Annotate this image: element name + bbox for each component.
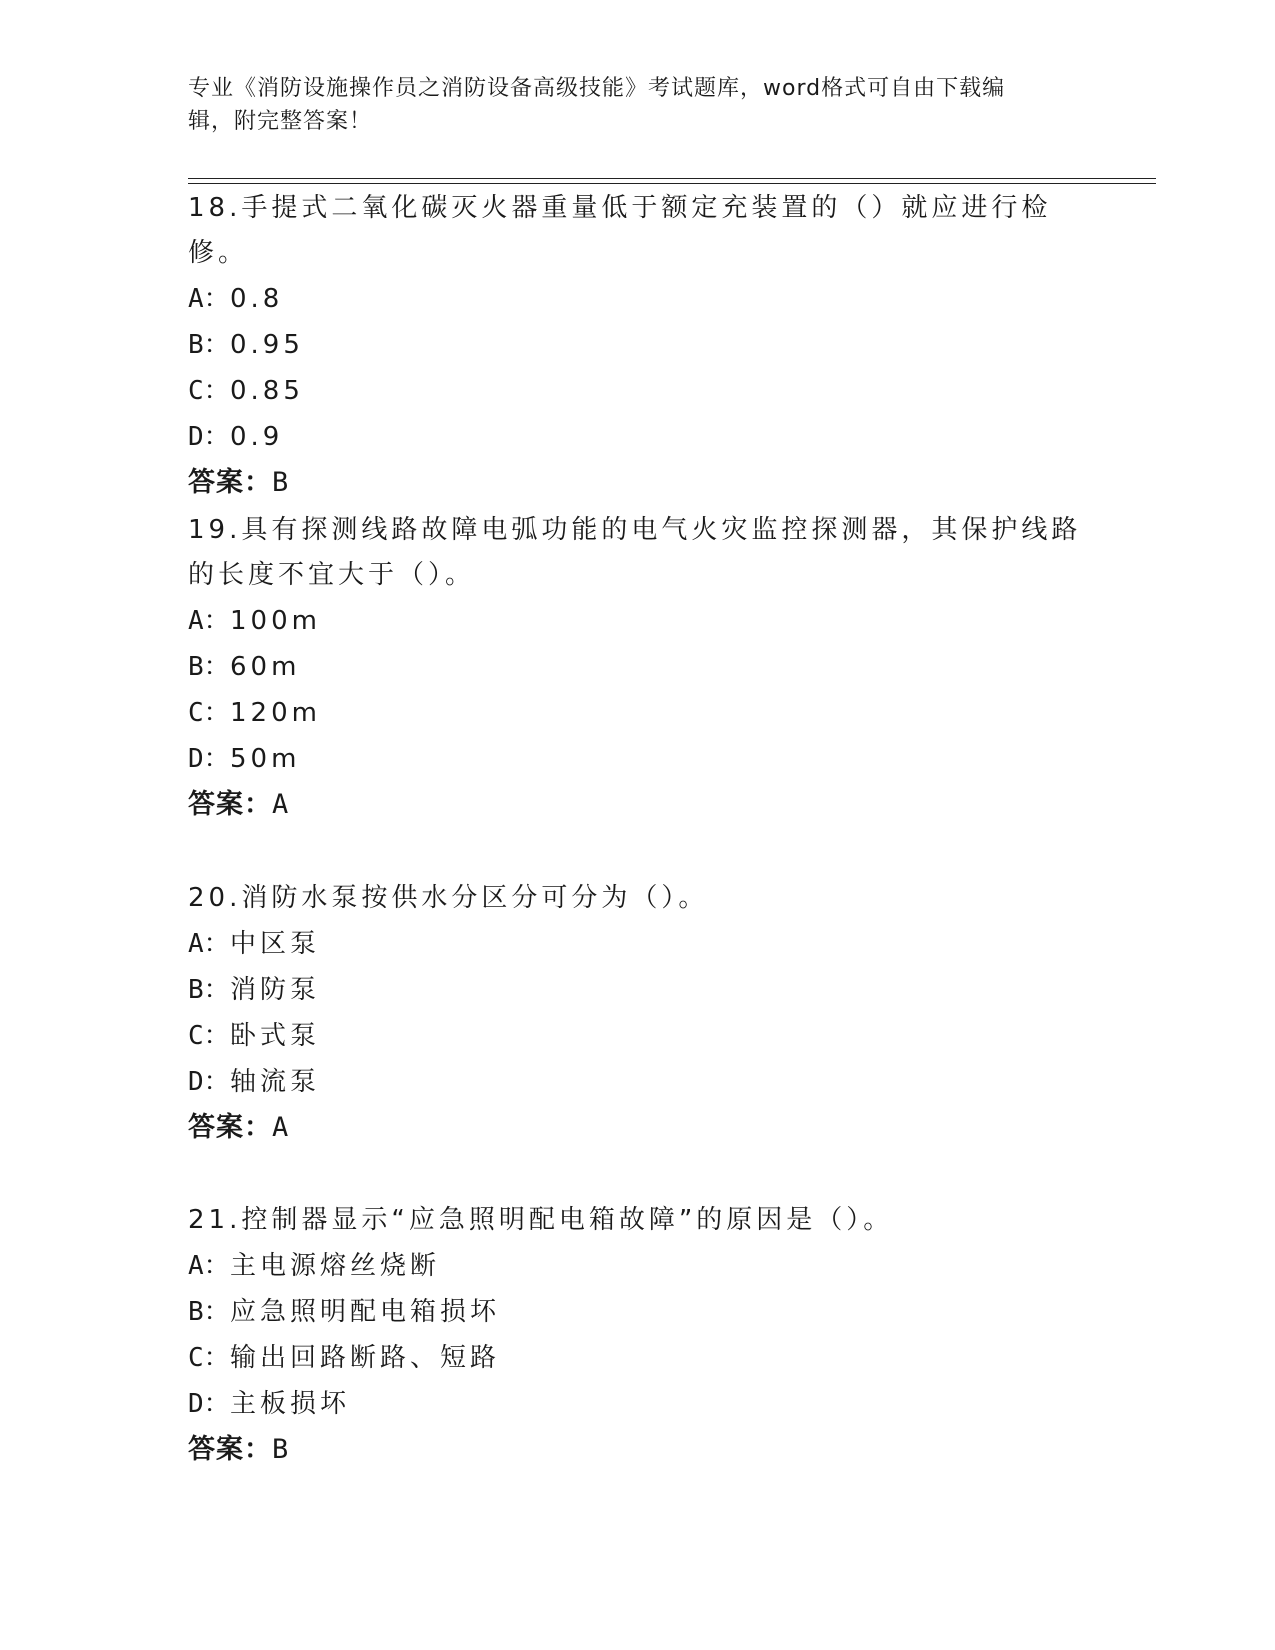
option-letter: C：	[188, 1021, 230, 1051]
question-21	[188, 1198, 1088, 1473]
option-c	[188, 690, 1088, 736]
option-letter: B：	[188, 1297, 230, 1327]
answer-line	[188, 1427, 1088, 1473]
header-rule-top	[188, 178, 1156, 179]
option-a	[188, 921, 1088, 967]
option-value: 轴流泵	[230, 1067, 321, 1097]
answer-label: 答案：	[188, 1112, 272, 1143]
option-letter: A：	[188, 606, 230, 636]
header-line-2: 辑，附完整答案！	[188, 109, 373, 134]
option-letter: C：	[188, 698, 230, 728]
option-letter: D：	[188, 1389, 230, 1419]
option-c	[188, 1013, 1088, 1059]
question-18	[188, 186, 1088, 506]
option-a	[188, 1243, 1088, 1289]
option-value: 应急照明配电箱损坏	[230, 1297, 501, 1327]
option-value: 主电源熔丝烧断	[230, 1251, 441, 1281]
question-20	[188, 876, 1088, 1151]
question-text: 18.手提式二氧化碳灭火器重量低于额定充装置的（）就应进行检修。	[188, 193, 1052, 268]
option-letter: A：	[188, 1251, 230, 1281]
option-d	[188, 1381, 1088, 1427]
question-19	[188, 508, 1088, 828]
option-value: 100m	[230, 606, 321, 636]
option-value: 0.95	[230, 330, 304, 360]
option-value: 中区泵	[230, 929, 321, 959]
option-value: 卧式泵	[230, 1021, 321, 1051]
option-letter: C：	[188, 1343, 230, 1373]
answer-line	[188, 782, 1088, 828]
option-letter: A：	[188, 929, 230, 959]
option-letter: C：	[188, 376, 230, 406]
option-value: 120m	[230, 698, 321, 728]
option-letter: B：	[188, 975, 230, 1005]
option-a	[188, 276, 1088, 322]
option-c	[188, 1335, 1088, 1381]
header-rule-bottom	[188, 183, 1156, 184]
answer-label: 答案：	[188, 1434, 272, 1465]
answer-value: A	[272, 789, 290, 820]
option-value: 60m	[230, 652, 301, 682]
answer-line	[188, 460, 1088, 506]
document-header	[188, 72, 1088, 138]
option-value: 0.8	[230, 284, 284, 314]
answer-line	[188, 1105, 1088, 1151]
option-value: 输出回路断路、短路	[230, 1343, 501, 1373]
option-value: 主板损坏	[230, 1389, 351, 1419]
option-letter: D：	[188, 422, 230, 452]
option-value: 0.85	[230, 376, 304, 406]
answer-label: 答案：	[188, 789, 272, 820]
option-letter: A：	[188, 284, 230, 314]
option-b	[188, 1289, 1088, 1335]
option-d	[188, 414, 1088, 460]
option-letter: B：	[188, 652, 230, 682]
option-b	[188, 967, 1088, 1013]
answer-value: B	[272, 467, 290, 498]
option-letter: D：	[188, 744, 230, 774]
option-a	[188, 598, 1088, 644]
option-value: 50m	[230, 744, 301, 774]
option-letter: D：	[188, 1067, 230, 1097]
option-d	[188, 736, 1088, 782]
option-b	[188, 644, 1088, 690]
header-line-1: 专业《消防设施操作员之消防设备高级技能》考试题库，word格式可自由下载编	[188, 76, 1006, 101]
option-letter: B：	[188, 330, 230, 360]
option-b	[188, 322, 1088, 368]
question-text: 21.控制器显示“应急照明配电箱故障”的原因是（）。	[188, 1205, 894, 1235]
answer-value: B	[272, 1434, 290, 1465]
question-text: 20.消防水泵按供水分区分可分为（）。	[188, 883, 709, 913]
answer-label: 答案：	[188, 467, 272, 498]
option-value: 0.9	[230, 422, 284, 452]
option-c	[188, 368, 1088, 414]
question-text: 19.具有探测线路故障电弧功能的电气火灾监控探测器，其保护线路的长度不宜大于（）。	[188, 515, 1082, 590]
option-value: 消防泵	[230, 975, 321, 1005]
option-d	[188, 1059, 1088, 1105]
answer-value: A	[272, 1112, 290, 1143]
